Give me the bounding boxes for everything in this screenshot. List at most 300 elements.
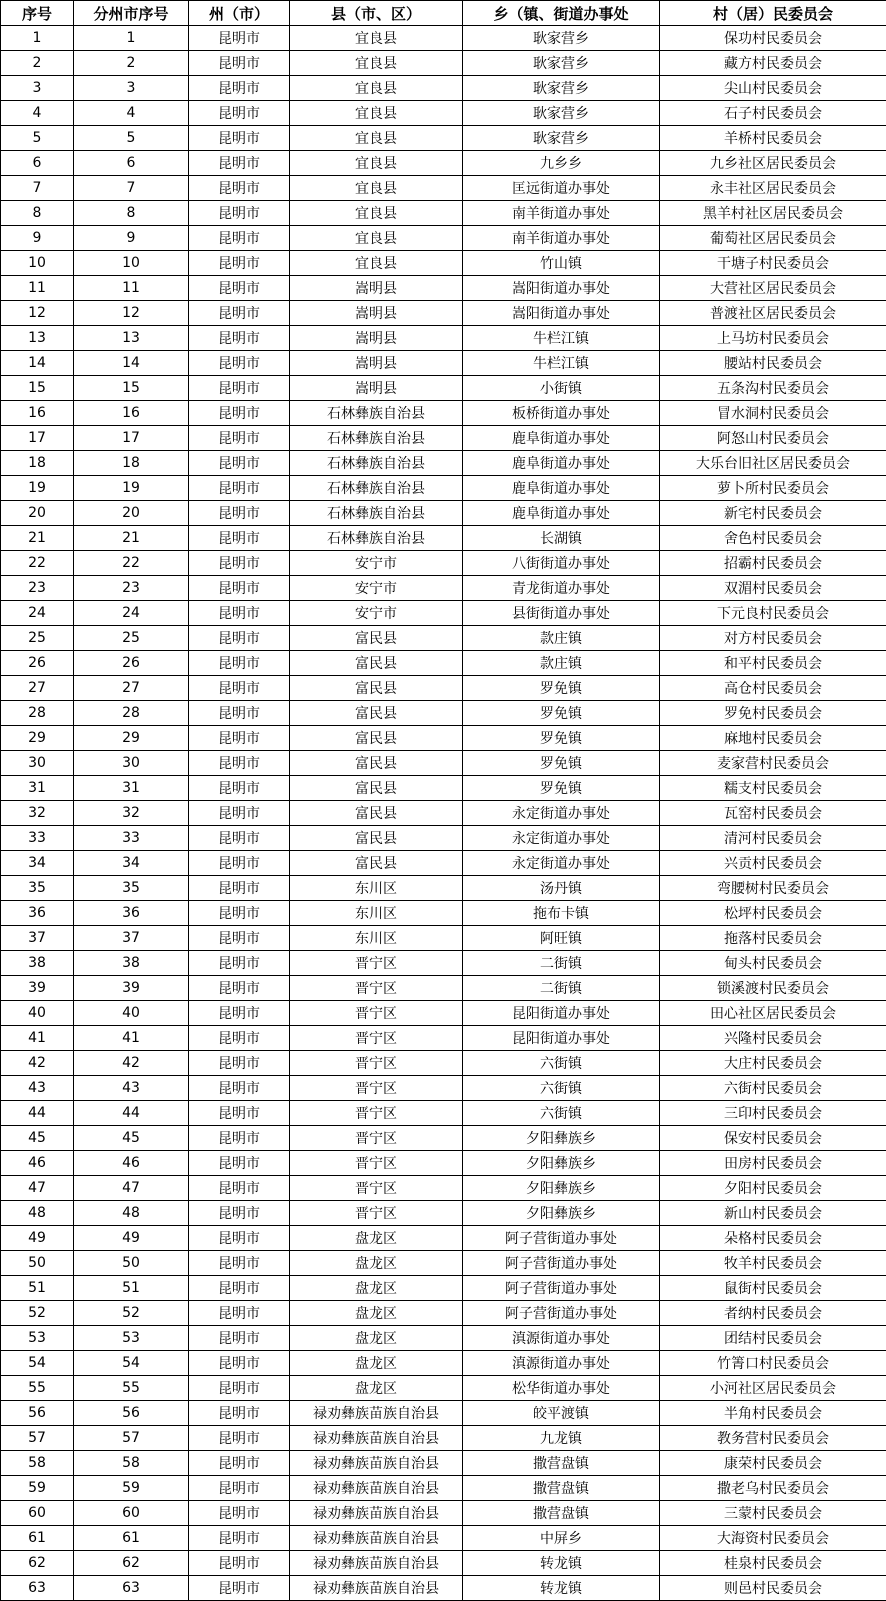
table-row	[1, 1326, 886, 1351]
township-cell: 罗免镇	[463, 701, 660, 726]
prefecture-serial-cell: 18	[74, 451, 189, 476]
county-cell: 石林彝族自治县	[290, 426, 463, 451]
township-cell: 耿家营乡	[463, 51, 660, 76]
prefecture-serial-cell: 9	[74, 226, 189, 251]
prefecture-serial-cell: 44	[74, 1101, 189, 1126]
township-cell: 夕阳彝族乡	[463, 1176, 660, 1201]
township-cell: 罗免镇	[463, 676, 660, 701]
village-committee-cell: 田房村民委员会	[660, 1151, 886, 1176]
township-cell: 永定街道办事处	[463, 826, 660, 851]
serial-number-cell: 59	[1, 1476, 74, 1501]
table-row	[1, 1226, 886, 1251]
prefecture-cell: 昆明市	[189, 951, 290, 976]
township-cell: 永定街道办事处	[463, 801, 660, 826]
serial-number-cell: 30	[1, 751, 74, 776]
serial-number-cell: 41	[1, 1026, 74, 1051]
serial-number-cell: 40	[1, 1001, 74, 1026]
prefecture-cell: 昆明市	[189, 776, 290, 801]
village-committee-cell: 保功村民委员会	[660, 26, 886, 51]
county-cell: 东川区	[290, 876, 463, 901]
county-cell: 安宁市	[290, 576, 463, 601]
table-row	[1, 951, 886, 976]
serial-number-cell: 22	[1, 551, 74, 576]
village-committee-cell: 麦家营村民委员会	[660, 751, 886, 776]
table-row	[1, 826, 886, 851]
serial-number-cell: 60	[1, 1501, 74, 1526]
county-cell: 宜良县	[290, 101, 463, 126]
serial-number-cell: 21	[1, 526, 74, 551]
serial-number-cell: 1	[1, 26, 74, 51]
village-committee-cell: 对方村民委员会	[660, 626, 886, 651]
serial-number-cell: 57	[1, 1426, 74, 1451]
village-committee-cell: 下元良村民委员会	[660, 601, 886, 626]
county-cell: 禄劝彝族苗族自治县	[290, 1476, 463, 1501]
serial-number-cell: 2	[1, 51, 74, 76]
township-cell: 阿子营街道办事处	[463, 1301, 660, 1326]
township-cell: 牛栏江镇	[463, 351, 660, 376]
village-committee-cell: 大乐台旧社区居民委员会	[660, 451, 886, 476]
header-row	[1, 1, 886, 26]
village-committee-cell: 撒老乌村民委员会	[660, 1476, 886, 1501]
serial-number-cell: 4	[1, 101, 74, 126]
prefecture-cell: 昆明市	[189, 351, 290, 376]
prefecture-cell: 昆明市	[189, 926, 290, 951]
village-committee-cell: 康荣村民委员会	[660, 1451, 886, 1476]
prefecture-serial-cell: 41	[74, 1026, 189, 1051]
prefecture-cell: 昆明市	[189, 26, 290, 51]
table-row	[1, 1001, 886, 1026]
table-row	[1, 926, 886, 951]
township-cell: 鹿阜街道办事处	[463, 501, 660, 526]
table-row	[1, 1301, 886, 1326]
county-cell: 富民县	[290, 801, 463, 826]
township-cell: 耿家营乡	[463, 126, 660, 151]
county-cell: 晋宁区	[290, 1151, 463, 1176]
prefecture-serial-cell: 2	[74, 51, 189, 76]
prefecture-cell: 昆明市	[189, 1551, 290, 1576]
serial-number-cell: 13	[1, 326, 74, 351]
table-row	[1, 1276, 886, 1301]
county-cell: 禄劝彝族苗族自治县	[290, 1551, 463, 1576]
village-committee-cell: 双湄村民委员会	[660, 576, 886, 601]
county-cell: 宜良县	[290, 151, 463, 176]
county-cell: 盘龙区	[290, 1376, 463, 1401]
prefecture-cell: 昆明市	[189, 526, 290, 551]
county-cell: 禄劝彝族苗族自治县	[290, 1401, 463, 1426]
table-row	[1, 301, 886, 326]
prefecture-cell: 昆明市	[189, 51, 290, 76]
village-committee-cell: 糯支村民委员会	[660, 776, 886, 801]
township-cell: 八街街道办事处	[463, 551, 660, 576]
county-cell: 石林彝族自治县	[290, 401, 463, 426]
prefecture-cell: 昆明市	[189, 901, 290, 926]
village-committee-cell: 六街村民委员会	[660, 1076, 886, 1101]
township-cell: 县街街道办事处	[463, 601, 660, 626]
prefecture-serial-cell: 26	[74, 651, 189, 676]
village-committee-cell: 兴隆村民委员会	[660, 1026, 886, 1051]
serial-number-cell: 24	[1, 601, 74, 626]
prefecture-cell: 昆明市	[189, 676, 290, 701]
serial-number-cell: 38	[1, 951, 74, 976]
township-cell: 中屏乡	[463, 1526, 660, 1551]
county-cell: 石林彝族自治县	[290, 526, 463, 551]
township-cell: 鹿阜街道办事处	[463, 451, 660, 476]
village-committee-cell: 冒水洞村民委员会	[660, 401, 886, 426]
prefecture-cell: 昆明市	[189, 801, 290, 826]
prefecture-cell: 昆明市	[189, 1001, 290, 1026]
prefecture-cell: 昆明市	[189, 426, 290, 451]
table-row	[1, 1151, 886, 1176]
prefecture-cell: 昆明市	[189, 201, 290, 226]
serial-number-cell: 55	[1, 1376, 74, 1401]
township-cell: 阿子营街道办事处	[463, 1251, 660, 1276]
township-cell: 昆阳街道办事处	[463, 1001, 660, 1026]
township-cell: 昆阳街道办事处	[463, 1026, 660, 1051]
county-cell: 安宁市	[290, 601, 463, 626]
prefecture-serial-cell: 59	[74, 1476, 189, 1501]
prefecture-serial-cell: 39	[74, 976, 189, 1001]
prefecture-cell: 昆明市	[189, 1251, 290, 1276]
village-committee-cell: 小河社区居民委员会	[660, 1376, 886, 1401]
serial-number-cell: 39	[1, 976, 74, 1001]
prefecture-serial-cell: 3	[74, 76, 189, 101]
village-committee-cell: 保安村民委员会	[660, 1126, 886, 1151]
county-cell: 晋宁区	[290, 1001, 463, 1026]
serial-number-cell: 51	[1, 1276, 74, 1301]
table-row	[1, 1526, 886, 1551]
header-village-committee: 村（居）民委员会	[660, 1, 886, 26]
township-cell: 牛栏江镇	[463, 326, 660, 351]
prefecture-serial-cell: 53	[74, 1326, 189, 1351]
prefecture-cell: 昆明市	[189, 1176, 290, 1201]
county-cell: 禄劝彝族苗族自治县	[290, 1576, 463, 1601]
prefecture-cell: 昆明市	[189, 726, 290, 751]
village-committee-cell: 阿怒山村民委员会	[660, 426, 886, 451]
serial-number-cell: 36	[1, 901, 74, 926]
county-cell: 宜良县	[290, 201, 463, 226]
prefecture-serial-cell: 45	[74, 1126, 189, 1151]
township-cell: 匡远街道办事处	[463, 176, 660, 201]
village-committee-cell: 松坪村民委员会	[660, 901, 886, 926]
header-prefecture: 州（市）	[189, 1, 290, 26]
township-cell: 款庄镇	[463, 651, 660, 676]
table-row	[1, 1026, 886, 1051]
township-cell: 九乡乡	[463, 151, 660, 176]
township-cell: 九龙镇	[463, 1426, 660, 1451]
village-committee-cell: 瓦窑村民委员会	[660, 801, 886, 826]
village-committee-cell: 石子村民委员会	[660, 101, 886, 126]
prefecture-serial-cell: 1	[74, 26, 189, 51]
county-cell: 禄劝彝族苗族自治县	[290, 1526, 463, 1551]
serial-number-cell: 43	[1, 1076, 74, 1101]
county-cell: 晋宁区	[290, 1051, 463, 1076]
village-committee-cell: 弯腰树村民委员会	[660, 876, 886, 901]
township-cell: 阿子营街道办事处	[463, 1226, 660, 1251]
village-committee-cell: 藏方村民委员会	[660, 51, 886, 76]
prefecture-cell: 昆明市	[189, 1201, 290, 1226]
table-row	[1, 26, 886, 51]
county-cell: 富民县	[290, 651, 463, 676]
prefecture-cell: 昆明市	[189, 1276, 290, 1301]
table-row	[1, 851, 886, 876]
prefecture-cell: 昆明市	[189, 151, 290, 176]
serial-number-cell: 15	[1, 376, 74, 401]
serial-number-cell: 53	[1, 1326, 74, 1351]
table-row	[1, 551, 886, 576]
table-row	[1, 401, 886, 426]
village-committee-cell: 上马坊村民委员会	[660, 326, 886, 351]
county-cell: 禄劝彝族苗族自治县	[290, 1426, 463, 1451]
county-cell: 宜良县	[290, 76, 463, 101]
township-cell: 阿子营街道办事处	[463, 1276, 660, 1301]
village-committee-cell: 招霸村民委员会	[660, 551, 886, 576]
village-committee-cell: 团结村民委员会	[660, 1326, 886, 1351]
prefecture-cell: 昆明市	[189, 1501, 290, 1526]
serial-number-cell: 56	[1, 1401, 74, 1426]
village-committee-cell: 教务营村民委员会	[660, 1426, 886, 1451]
prefecture-serial-cell: 35	[74, 876, 189, 901]
county-cell: 嵩明县	[290, 301, 463, 326]
county-cell: 盘龙区	[290, 1251, 463, 1276]
table-row	[1, 1376, 886, 1401]
serial-number-cell: 49	[1, 1226, 74, 1251]
township-cell: 南羊街道办事处	[463, 201, 660, 226]
county-cell: 宜良县	[290, 26, 463, 51]
table-row	[1, 976, 886, 1001]
prefecture-serial-cell: 60	[74, 1501, 189, 1526]
county-cell: 盘龙区	[290, 1351, 463, 1376]
township-cell: 南羊街道办事处	[463, 226, 660, 251]
prefecture-serial-cell: 38	[74, 951, 189, 976]
county-cell: 富民县	[290, 626, 463, 651]
county-cell: 富民县	[290, 826, 463, 851]
prefecture-cell: 昆明市	[189, 1026, 290, 1051]
prefecture-cell: 昆明市	[189, 1576, 290, 1601]
township-cell: 青龙街道办事处	[463, 576, 660, 601]
prefecture-cell: 昆明市	[189, 176, 290, 201]
table-row	[1, 351, 886, 376]
county-cell: 嵩明县	[290, 376, 463, 401]
village-committee-cell: 尖山村民委员会	[660, 76, 886, 101]
table-row	[1, 426, 886, 451]
county-cell: 晋宁区	[290, 951, 463, 976]
prefecture-cell: 昆明市	[189, 976, 290, 1001]
table-row	[1, 726, 886, 751]
county-cell: 晋宁区	[290, 1201, 463, 1226]
village-committee-cell: 竹箐口村民委员会	[660, 1351, 886, 1376]
serial-number-cell: 47	[1, 1176, 74, 1201]
table-row	[1, 1476, 886, 1501]
prefecture-cell: 昆明市	[189, 1051, 290, 1076]
table-row	[1, 676, 886, 701]
table-row	[1, 701, 886, 726]
prefecture-cell: 昆明市	[189, 1326, 290, 1351]
village-committee-cell: 羊桥村民委员会	[660, 126, 886, 151]
village-committee-cell: 五条沟村民委员会	[660, 376, 886, 401]
header-township: 乡（镇、街道办事处	[463, 1, 660, 26]
prefecture-cell: 昆明市	[189, 451, 290, 476]
table-body	[1, 26, 886, 1601]
prefecture-serial-cell: 55	[74, 1376, 189, 1401]
county-cell: 晋宁区	[290, 1026, 463, 1051]
township-cell: 鹿阜街道办事处	[463, 476, 660, 501]
township-cell: 罗免镇	[463, 776, 660, 801]
table-row	[1, 776, 886, 801]
township-cell: 转龙镇	[463, 1551, 660, 1576]
township-cell: 罗免镇	[463, 751, 660, 776]
prefecture-serial-cell: 23	[74, 576, 189, 601]
county-cell: 宜良县	[290, 251, 463, 276]
prefecture-cell: 昆明市	[189, 1526, 290, 1551]
serial-number-cell: 58	[1, 1451, 74, 1476]
village-committee-cell: 则邑村民委员会	[660, 1576, 886, 1601]
village-committee-cell: 田心社区居民委员会	[660, 1001, 886, 1026]
county-cell: 嵩明县	[290, 351, 463, 376]
township-cell: 永定街道办事处	[463, 851, 660, 876]
table-row	[1, 376, 886, 401]
county-cell: 石林彝族自治县	[290, 476, 463, 501]
prefecture-cell: 昆明市	[189, 1351, 290, 1376]
serial-number-cell: 17	[1, 426, 74, 451]
serial-number-cell: 11	[1, 276, 74, 301]
prefecture-serial-cell: 10	[74, 251, 189, 276]
county-cell: 嵩明县	[290, 326, 463, 351]
village-committee-cell: 三印村民委员会	[660, 1101, 886, 1126]
prefecture-serial-cell: 32	[74, 801, 189, 826]
table-row	[1, 1451, 886, 1476]
township-cell: 六街镇	[463, 1051, 660, 1076]
county-cell: 富民县	[290, 676, 463, 701]
prefecture-cell: 昆明市	[189, 76, 290, 101]
prefecture-cell: 昆明市	[189, 401, 290, 426]
prefecture-cell: 昆明市	[189, 1451, 290, 1476]
township-cell: 六街镇	[463, 1101, 660, 1126]
prefecture-serial-cell: 48	[74, 1201, 189, 1226]
prefecture-serial-cell: 4	[74, 101, 189, 126]
prefecture-serial-cell: 51	[74, 1276, 189, 1301]
prefecture-serial-cell: 17	[74, 426, 189, 451]
serial-number-cell: 10	[1, 251, 74, 276]
township-cell: 耿家营乡	[463, 76, 660, 101]
township-cell: 小街镇	[463, 376, 660, 401]
township-cell: 阿旺镇	[463, 926, 660, 951]
county-cell: 宜良县	[290, 51, 463, 76]
village-committee-cell: 拖落村民委员会	[660, 926, 886, 951]
serial-number-cell: 28	[1, 701, 74, 726]
table-row	[1, 1251, 886, 1276]
county-cell: 安宁市	[290, 551, 463, 576]
prefecture-cell: 昆明市	[189, 876, 290, 901]
table-row	[1, 276, 886, 301]
table-row	[1, 801, 886, 826]
township-cell: 二街镇	[463, 976, 660, 1001]
county-cell: 富民县	[290, 851, 463, 876]
serial-number-cell: 18	[1, 451, 74, 476]
prefecture-serial-cell: 19	[74, 476, 189, 501]
county-cell: 东川区	[290, 926, 463, 951]
county-cell: 禄劝彝族苗族自治县	[290, 1501, 463, 1526]
table-row	[1, 201, 886, 226]
prefecture-serial-cell: 34	[74, 851, 189, 876]
county-cell: 富民县	[290, 751, 463, 776]
township-cell: 转龙镇	[463, 1576, 660, 1601]
serial-number-cell: 29	[1, 726, 74, 751]
village-committee-cell: 朵格村民委员会	[660, 1226, 886, 1251]
prefecture-serial-cell: 57	[74, 1426, 189, 1451]
serial-number-cell: 23	[1, 576, 74, 601]
village-committee-cell: 新山村民委员会	[660, 1201, 886, 1226]
prefecture-cell: 昆明市	[189, 851, 290, 876]
township-cell: 皎平渡镇	[463, 1401, 660, 1426]
serial-number-cell: 50	[1, 1251, 74, 1276]
prefecture-cell: 昆明市	[189, 826, 290, 851]
prefecture-serial-cell: 30	[74, 751, 189, 776]
prefecture-serial-cell: 33	[74, 826, 189, 851]
prefecture-serial-cell: 21	[74, 526, 189, 551]
table-row	[1, 151, 886, 176]
prefecture-serial-cell: 5	[74, 126, 189, 151]
table-row	[1, 326, 886, 351]
village-committee-cell: 九乡社区居民委员会	[660, 151, 886, 176]
table-header	[1, 1, 886, 26]
prefecture-serial-cell: 6	[74, 151, 189, 176]
prefecture-serial-cell: 43	[74, 1076, 189, 1101]
prefecture-cell: 昆明市	[189, 326, 290, 351]
township-cell: 鹿阜街道办事处	[463, 426, 660, 451]
township-cell: 汤丹镇	[463, 876, 660, 901]
serial-number-cell: 9	[1, 226, 74, 251]
serial-number-cell: 31	[1, 776, 74, 801]
serial-number-cell: 14	[1, 351, 74, 376]
prefecture-cell: 昆明市	[189, 626, 290, 651]
county-cell: 晋宁区	[290, 1101, 463, 1126]
serial-number-cell: 37	[1, 926, 74, 951]
prefecture-cell: 昆明市	[189, 1426, 290, 1451]
table-row	[1, 576, 886, 601]
serial-number-cell: 25	[1, 626, 74, 651]
prefecture-cell: 昆明市	[189, 501, 290, 526]
table-row	[1, 251, 886, 276]
prefecture-cell: 昆明市	[189, 751, 290, 776]
serial-number-cell: 16	[1, 401, 74, 426]
county-cell: 富民县	[290, 776, 463, 801]
prefecture-serial-cell: 58	[74, 1451, 189, 1476]
table-row	[1, 526, 886, 551]
township-cell: 拖布卡镇	[463, 901, 660, 926]
serial-number-cell: 34	[1, 851, 74, 876]
prefecture-serial-cell: 12	[74, 301, 189, 326]
serial-number-cell: 32	[1, 801, 74, 826]
table-row	[1, 1051, 886, 1076]
county-cell: 晋宁区	[290, 1076, 463, 1101]
township-cell: 撒营盘镇	[463, 1501, 660, 1526]
prefecture-serial-cell: 24	[74, 601, 189, 626]
serial-number-cell: 19	[1, 476, 74, 501]
table-row	[1, 176, 886, 201]
prefecture-cell: 昆明市	[189, 476, 290, 501]
serial-number-cell: 42	[1, 1051, 74, 1076]
table-row	[1, 1426, 886, 1451]
table-row	[1, 1551, 886, 1576]
village-committee-cell: 大营社区居民委员会	[660, 276, 886, 301]
township-cell: 罗免镇	[463, 726, 660, 751]
prefecture-serial-cell: 11	[74, 276, 189, 301]
township-cell: 耿家营乡	[463, 26, 660, 51]
prefecture-serial-cell: 25	[74, 626, 189, 651]
county-cell: 盘龙区	[290, 1276, 463, 1301]
prefecture-cell: 昆明市	[189, 601, 290, 626]
prefecture-serial-cell: 8	[74, 201, 189, 226]
